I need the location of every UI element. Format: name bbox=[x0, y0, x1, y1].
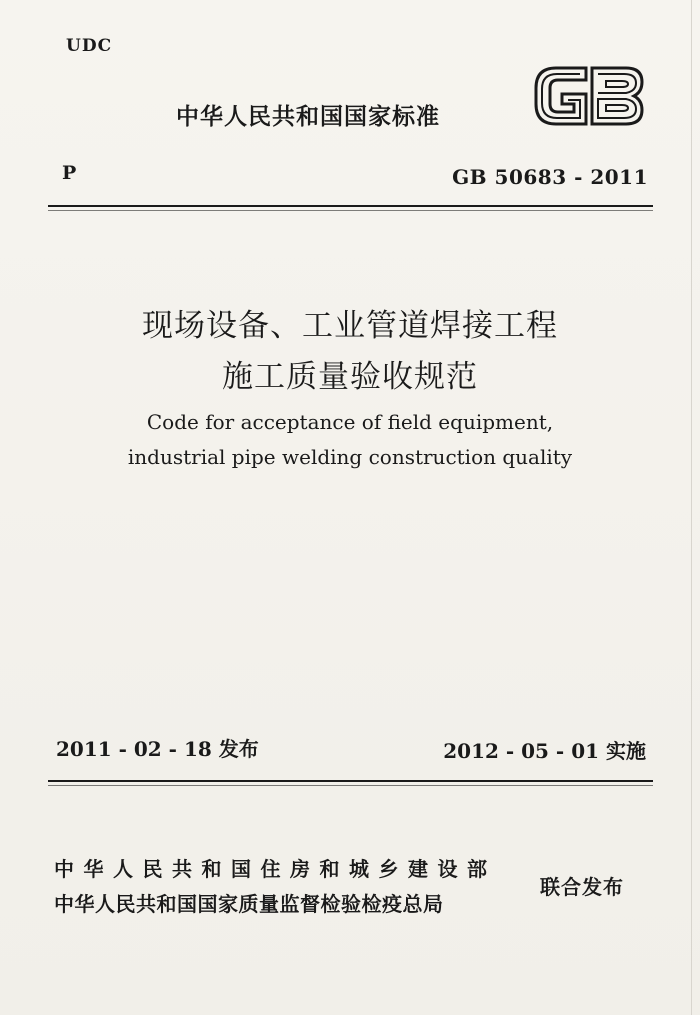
national-standard-heading: 中华人民共和国国家标准 bbox=[176, 104, 440, 130]
joint-release-label: 联合发布 bbox=[540, 875, 624, 899]
title-english-line-2: industrial pipe welding construction quality bbox=[127, 445, 573, 469]
title-chinese-line-1: 现场设备、工业管道焊接工程 bbox=[142, 308, 558, 344]
udc-label: UDC bbox=[66, 36, 113, 56]
implementation-date: 2012 - 05 - 01 实施 bbox=[443, 739, 646, 763]
issuer-ministry: 中华人民共和国住房和城乡建设部 bbox=[54, 857, 497, 881]
bottom-divider-thin bbox=[48, 785, 653, 786]
top-divider bbox=[48, 205, 653, 207]
bottom-divider bbox=[48, 780, 653, 782]
issuer-aqsiq: 中华人民共和国国家质量监督检验检疫总局 bbox=[54, 892, 444, 916]
issue-date: 2011 - 02 - 18 发布 bbox=[56, 737, 259, 761]
title-chinese-line-2: 施工质量验收规范 bbox=[222, 359, 478, 395]
gb-logo-icon bbox=[530, 60, 648, 132]
title-english-line-1: Code for acceptance of field equipment, bbox=[146, 410, 554, 434]
top-divider-thin bbox=[48, 210, 653, 211]
page-edge bbox=[691, 0, 692, 1015]
standard-number: GB 50683 - 2011 bbox=[452, 165, 648, 189]
classification-code: P bbox=[62, 162, 77, 184]
